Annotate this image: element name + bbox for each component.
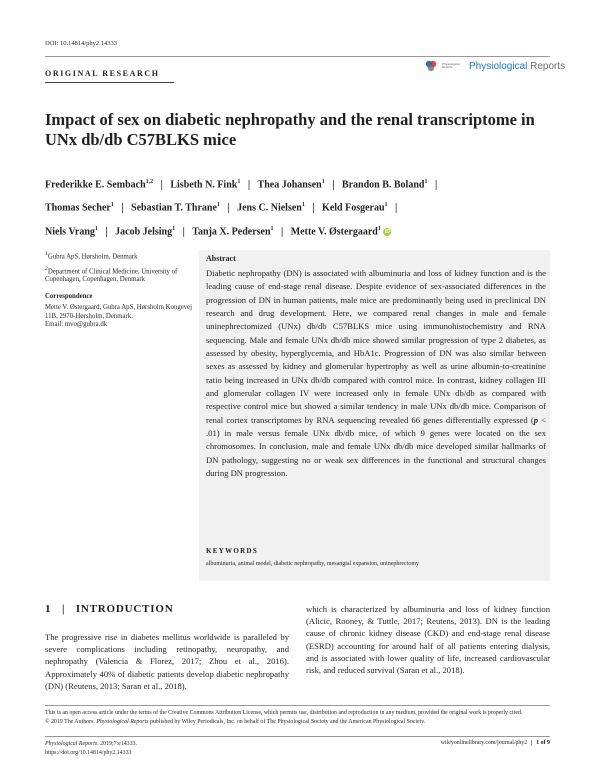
author-affiliation-sup: 1 — [216, 202, 220, 209]
author-separator: | — [175, 225, 193, 237]
correspondence-address: Mette V. Østergaard, Gubra ApS, Hørsholm Kongevej 11B, 2970-Hørsholm, Denmark. — [45, 304, 193, 320]
journal-logo-small-text: Physiological Reports — [442, 61, 460, 69]
author-affiliation-sup: 1 — [110, 202, 114, 209]
copyright-journal: Physiological Reports — [96, 718, 149, 725]
author-name[interactable]: Sebastian T. Thrane — [131, 202, 217, 214]
author-separator: | — [304, 202, 323, 214]
affiliation-2 — [45, 265, 195, 285]
author-affiliation-sup: 1,2 — [145, 179, 154, 185]
page-number: 1 of 9 — [531, 740, 550, 746]
license-line-1: This is an open access article under the terms of the Creative Commons Attribution License, which permits use, distribution and reproduction in any medium, provided the original work is properly cited. — [45, 710, 523, 716]
author-name[interactable]: Brandon B. Boland — [341, 179, 425, 191]
abstract-p-symbol: p — [533, 414, 538, 425]
page-footer-rule — [45, 736, 550, 737]
abstract-body-part2: < .01) in male versus female UNx db/db mice, of which 9 genes were located on the sex chromosomes. In conclusion, male and female UNx db/db mice developed similar hallmarks of DN pathology, suggesting no or weak sex differences in the functional and structural changes during DN progression. — [206, 414, 546, 479]
article-title: Impact of sex on diabetic nephropathy and the renal transcriptome in UNx db/db C57BLKS mice — [45, 110, 535, 149]
introduction-column-1: The progressive rise in diabetes mellitus worldwide is paralleled by severe complications including retinopathy, neuropathy, and nephropathy (Valencia & Florez, 2017; Zhou et al., 2016). Approximately 40% of diabetic patients develop diabetic nephropathy (DN) (Reutens, 2013; Saran et al., 2018), — [45, 632, 289, 691]
author-affiliation-sup: 1 — [377, 225, 381, 232]
author-name[interactable]: Lisbeth N. Fink — [170, 179, 238, 191]
affiliation-1-sup: 1 — [45, 251, 48, 257]
author-affiliation-sup: 1 — [270, 225, 274, 232]
author-separator: | — [113, 202, 132, 214]
keywords-heading: KEYWORDS — [206, 547, 259, 555]
author-list — [45, 172, 555, 242]
author-affiliation-sup: 1 — [94, 225, 98, 232]
affiliation-1 — [45, 250, 195, 262]
author-separator: | — [219, 202, 238, 214]
author-affiliation-sup: 1 — [321, 179, 325, 185]
author-separator: | — [153, 179, 171, 191]
section-label-underline — [45, 82, 174, 83]
affiliation-2-sup: 2 — [45, 265, 48, 272]
author-name[interactable]: Mette V. Østergaard — [290, 225, 378, 237]
author-name[interactable]: Tanja X. Pedersen — [192, 225, 271, 237]
footer-citation — [45, 740, 137, 758]
abstract-body-part1: Diabetic nephropathy (DN) is associated with albuminuria and loss of kidney function and is the leading cause of end-stage renal disease. Despite evidence of sex-associated differences in the progression of DN in human patients, male mice are predominantly being used in preclinical DN research and drug development. Here, we compared renal changes in male and female uninephrectomized (UNx) db/db C57BLKS mice using immunohistochemistry and RNA sequencing. Male and female UNx db/db mice showed similar progression of type 2 diabetes, as assessed by obesity, hyperglycemia, and HbA1c. Progression of DN was also similar between sexes as assessed by kidney and glomerular hypertrophy as well as urine albumin-to-creatinine ratio being increased in UNx db/db compared with control mice. In contrast, kidney collagen III and glomerular collagen IV were increased only in female UNx db/db as compared with respective control mice but showed a similar tendency in male UNx db/db mice. Comparison of renal cortex transcriptomes by RNA sequencing revealed 66 genes differentially expressed ( — [206, 268, 546, 425]
keywords-list: albuminuria, animal model, diabetic nephropathy, mesangial expansion, uninephrectomy — [206, 561, 420, 567]
author-separator: | — [273, 225, 291, 237]
journal-name — [469, 61, 565, 72]
section-label: ORIGINAL RESEARCH — [45, 69, 160, 78]
doi-text: DOI: 10.14814/phy2.14333 — [45, 40, 118, 47]
author-affiliation-sup: 1 — [384, 202, 388, 209]
journal-logo-icon — [425, 60, 437, 72]
journal-name-part2: Reports — [527, 60, 566, 72]
journal-logo — [425, 60, 565, 72]
correspondence-email[interactable]: Email: mvo@gubra.dk — [45, 320, 108, 328]
affiliation-2-text: Department of Clinical Medicine, University of Copenhagen, Copenhagen, Denmark — [45, 267, 178, 284]
copyright-suffix: published by Wiley Periodicals, Inc. on behalf of The Physiological Society and the American Physiological Society. — [148, 718, 426, 725]
license-line-2 — [45, 718, 555, 727]
author-separator: | — [387, 202, 405, 214]
license-notice — [45, 709, 555, 726]
introduction-heading: 1 | INTRODUCTION — [45, 603, 174, 615]
author-name[interactable]: Jens C. Nielsen — [237, 202, 302, 214]
abstract-heading: Abstract — [206, 254, 236, 263]
citation-url[interactable]: https://doi.org/10.14814/phy2.14333 — [45, 750, 132, 756]
author-name[interactable]: Frederikke E. Sembach — [45, 179, 146, 191]
orcid-icon[interactable]: iD — [384, 228, 390, 235]
author-affiliation-sup: 1 — [172, 225, 176, 232]
introduction-column-2: which is characterized by albuminuria and loss of kidney function (Alicic, Rooney, & Tuttle, 2017; Reutens, 2013). DN is the leading cause of chronic kidney disease (CKD) and end-stage renal disease (ESRD) accounting for around half of all patients entering dialysis, and is associated with lower quality of life, increased cardiovascular risk, and reduced survival (Saran et al., 2018). — [306, 604, 550, 676]
author-separator: | — [324, 179, 342, 191]
author-name[interactable]: Thea Johansen — [257, 179, 322, 191]
footer-divider — [45, 705, 550, 706]
affiliations — [45, 250, 195, 332]
citation-volume: . 2019;7:e14333. — [97, 741, 137, 747]
author-separator: | — [240, 179, 258, 191]
journal-site-link[interactable]: wileyonlinelibrary.com/journal/phy2 — [440, 740, 528, 746]
correspondence-heading: Correspondence — [45, 292, 93, 300]
abstract-box — [199, 250, 550, 581]
author-name[interactable]: Niels Vrang — [45, 225, 95, 237]
abstract-body — [206, 267, 546, 481]
author-separator: | — [427, 179, 445, 191]
author-affiliation-sup: 1 — [301, 202, 305, 209]
journal-name-part1: Physiological — [469, 60, 528, 72]
author-separator: | — [97, 225, 116, 237]
author-name[interactable]: Jacob Jelsing — [115, 225, 173, 237]
author-affiliation-sup: 1 — [237, 179, 241, 185]
footer-right — [300, 740, 550, 746]
affiliation-1-text: Gubra ApS, Hørsholm, Denmark — [47, 253, 138, 261]
header-divider — [45, 56, 550, 57]
copyright-prefix: © 2019 The Authors. — [45, 718, 97, 725]
author-name[interactable]: Keld Fosgerau — [322, 202, 385, 214]
author-affiliation-sup: 1 — [424, 179, 428, 185]
author-name[interactable]: Thomas Secher — [45, 202, 111, 214]
citation-line — [45, 740, 137, 749]
citation-journal: Physiological Reports — [45, 741, 98, 747]
